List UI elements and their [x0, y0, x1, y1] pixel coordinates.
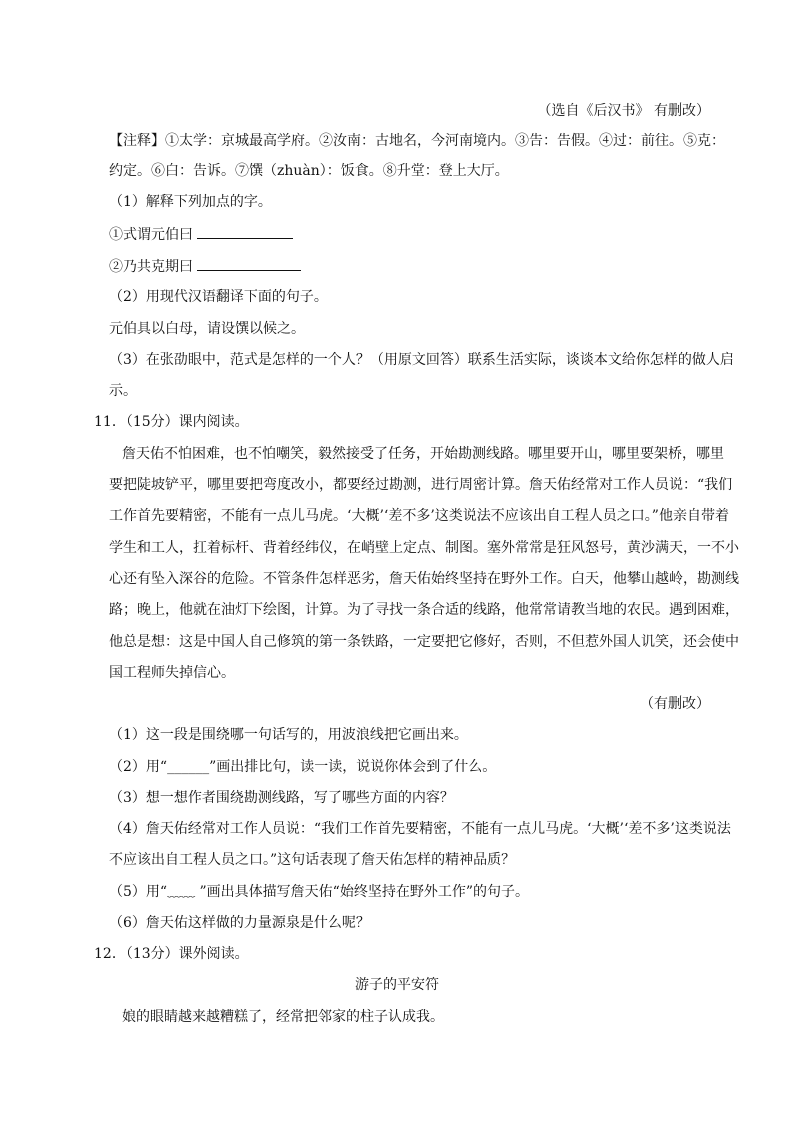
- source-note: （选自《后汉书》 有删改）: [537, 103, 710, 119]
- q11-passage-line-8: 国工程师失掉信心。: [109, 665, 235, 681]
- annotation-line-1: 【注释】①太学：京城最高学府。②汝南：古地名，今河南境内。③告：告假。④过：前往。⑤克：: [109, 133, 725, 149]
- q11-question-6: （6）詹天佑这样做的力量源泉是什么呢？: [109, 915, 370, 931]
- q11-question-5: （5）用“﹏﹏ ”画出具体描写詹天佑“始终坚持在野外工作”的句子。: [109, 884, 529, 900]
- q12-header: 12．（13分）课外阅读。: [94, 946, 249, 962]
- q11-passage-line-4: 学生和工人，扛着标杆、背着经纬仪，在峭壁上定点、制图。塞外常常是狂风怒号，黄沙满天，一不小: [109, 540, 739, 556]
- q12-first-line: 娘的眼睛越来越糟糕了，经常把邻家的柱子认成我。: [122, 1009, 444, 1025]
- q10-sub1: （1）解释下列加点的字。: [109, 194, 272, 210]
- q10-item2-text: ②乃共克期曰: [109, 259, 193, 275]
- q11-question-4-line2: 不应该出自工程人员之口。”这句话表现了詹天佑怎样的精神品质？: [109, 852, 516, 868]
- annotation-line-2: 约定。⑥白：告诉。⑦馔（zhuàn）：饭食。⑧升堂：登上大厅。: [109, 163, 509, 179]
- q11-question-4-line1: （4）詹天佑经常对工作人员说：“我们工作首先要精密，不能有一点儿马虎。‘大概’‘差不多’这类说法: [109, 821, 731, 837]
- q12-title: 游子的平安符: [355, 977, 439, 993]
- q10-sub3-line2: 示。: [109, 383, 137, 399]
- q11-passage-line-3: 工作首先要精密，不能有一点儿马虎。‘大概’‘差不多’这类说法不应该出自工程人员之口。”他亲自带着: [109, 508, 729, 524]
- answer-blank-2[interactable]: [197, 256, 301, 271]
- q11-header: 11．（15分）课内阅读。: [94, 414, 249, 430]
- q11-question-3: （3）想一想作者围绕勘测线路，写了哪些方面的内容？: [109, 790, 454, 806]
- q11-note: （有删改）: [640, 696, 710, 712]
- q11-question-1: （1）这一段是围绕哪一句话写的，用波浪线把它画出来。: [109, 727, 468, 743]
- q11-passage-line-7: 他总是想：这是中国人自己修筑的第一条铁路，一定要把它修好，否则，不但惹外国人讥笑，还会使中: [109, 634, 739, 650]
- q10-sentence: 元伯具以白母，请设馔以候之。: [109, 321, 305, 337]
- q10-item2: [109, 256, 301, 277]
- q10-sub3-line1: （3）在张劭眼中，范式是怎样的一个人？（用原文回答）联系生活实际，谈谈本文给你怎样的做人启: [109, 352, 734, 368]
- q11-question-2: （2）用“______”画出排比句，读一读，说说你体会到了什么。: [109, 759, 497, 775]
- q11-passage-line-2: 要把陡坡铲平，哪里要把弯度改小，都要经过勘测，进行周密计算。詹天佑经常对工作人员说：“我们: [109, 477, 733, 493]
- q11-passage-line-1: 詹天佑不怕困难，也不怕嘲笑，毅然接受了任务，开始勘测线路。哪里要开山，哪里要架桥，哪里: [122, 446, 724, 462]
- q10-sub2: （2）用现代汉语翻译下面的句子。: [109, 289, 328, 305]
- q10-item1: [109, 224, 293, 245]
- q11-passage-line-6: 路；晚上，他就在油灯下绘图，计算。为了寻找一条合适的线路，他常常请教当地的农民。遇到困难，: [109, 602, 739, 618]
- q10-item1-text: ①式谓元伯曰: [109, 227, 193, 243]
- q11-passage-line-5: 心还有坠入深谷的危险。不管条件怎样恶劣，詹天佑始终坚持在野外工作。白天，他攀山越岭，勘测线: [109, 571, 739, 587]
- answer-blank-1[interactable]: [197, 224, 293, 239]
